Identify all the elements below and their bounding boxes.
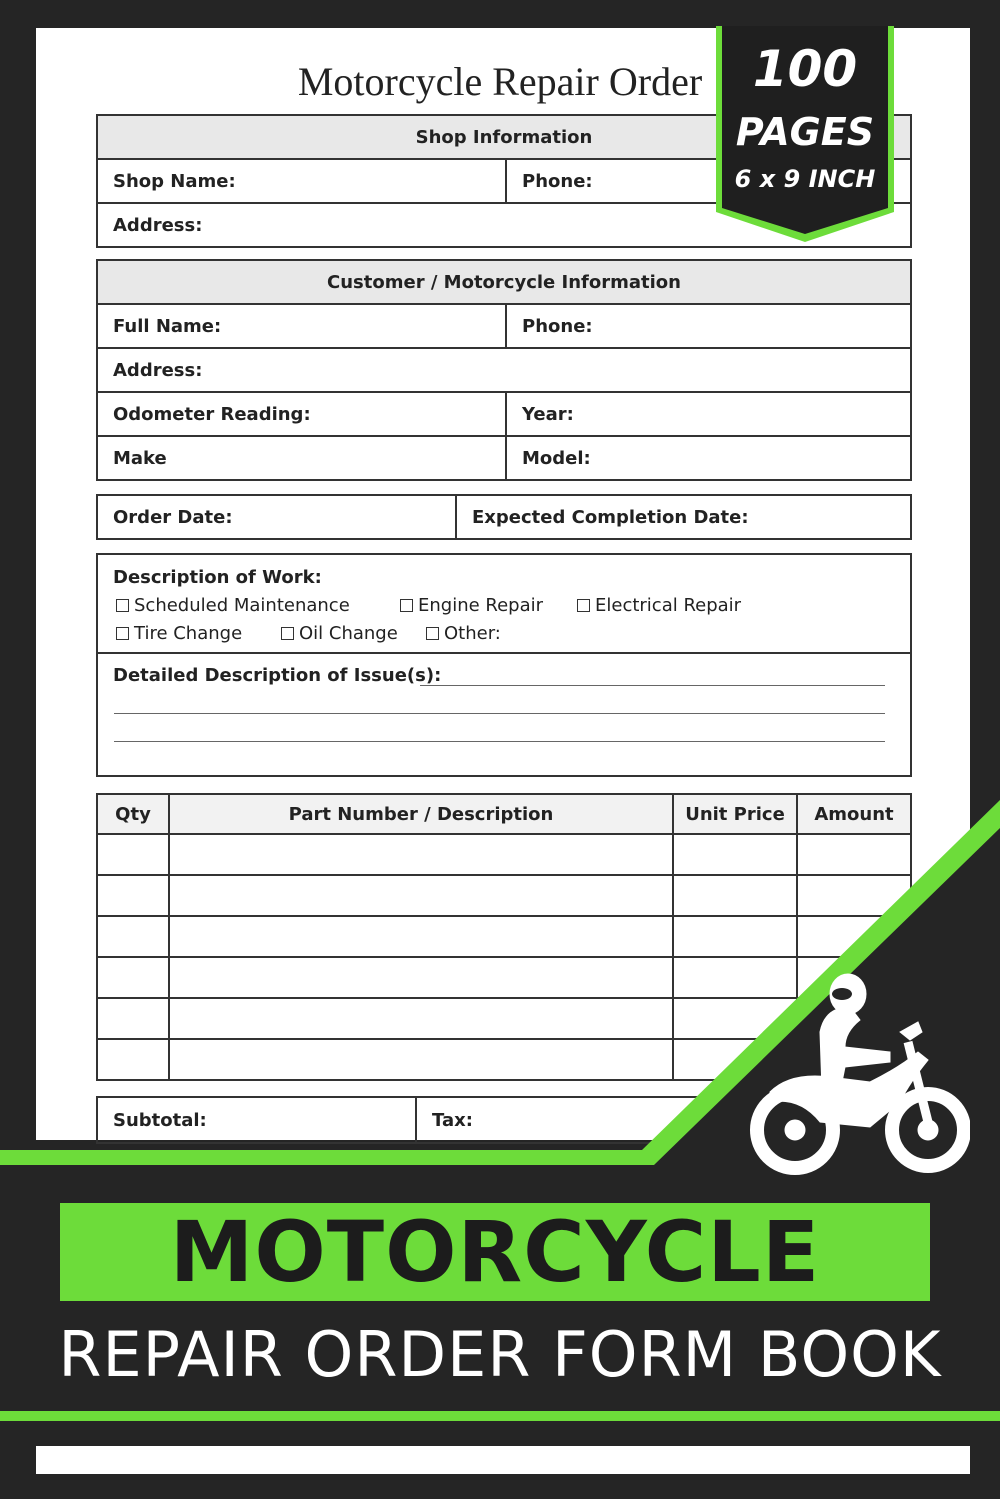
option-oil-change[interactable]: Oil Change xyxy=(281,623,398,644)
bottom-green-stripe xyxy=(0,1411,1000,1421)
customer-phone-field[interactable]: Phone: xyxy=(506,304,911,348)
shop-info-header: Shop Information xyxy=(97,115,911,159)
option-tire-change[interactable]: Tire Change xyxy=(116,623,242,644)
option-engine-repair[interactable]: Engine Repair xyxy=(400,595,543,616)
tax-field[interactable]: Tax: xyxy=(416,1097,911,1143)
badge-size: 6 x 9 INCH xyxy=(734,165,876,193)
option-other[interactable]: Other: xyxy=(426,623,501,644)
shop-address-field[interactable]: Address: xyxy=(97,203,911,247)
detailed-description-label: Detailed Description of Issue(s): xyxy=(113,665,442,686)
amount-column-header: Amount xyxy=(797,794,911,834)
customer-info-header: Customer / Motorcycle Information xyxy=(97,260,911,304)
badge-pages: PAGES xyxy=(735,110,875,154)
make-field[interactable]: Make xyxy=(97,436,506,480)
form-title: Motorcycle Repair Order xyxy=(297,59,703,104)
option-electrical-repair[interactable]: Electrical Repair xyxy=(577,595,741,616)
cover-subtitle: REPAIR ORDER FORM BOOK xyxy=(58,1318,942,1391)
subtotal-field[interactable]: Subtotal: xyxy=(97,1097,416,1143)
model-field[interactable]: Model: xyxy=(506,436,911,480)
odometer-field[interactable]: Odometer Reading: xyxy=(97,392,506,436)
option-scheduled-maintenance[interactable]: Scheduled Maintenance xyxy=(116,595,350,616)
expected-completion-field[interactable]: Expected Completion Date: xyxy=(456,495,911,539)
qty-column-header: Qty xyxy=(97,794,169,834)
motorcycle-rider-icon xyxy=(750,972,970,1190)
unit-price-column-header: Unit Price xyxy=(673,794,797,834)
full-name-field[interactable]: Full Name: xyxy=(97,304,506,348)
shop-name-field[interactable]: Shop Name: xyxy=(97,159,506,203)
description-of-work-label: Description of Work: xyxy=(113,567,322,588)
cover-title: MOTORCYCLE xyxy=(60,1203,930,1301)
year-field[interactable]: Year: xyxy=(506,392,911,436)
shop-phone-field[interactable]: Phone: xyxy=(506,159,911,203)
customer-address-field[interactable]: Address: xyxy=(97,348,911,392)
order-date-field[interactable]: Order Date: xyxy=(97,495,456,539)
part-description-column-header: Part Number / Description xyxy=(169,794,673,834)
badge-count: 100 xyxy=(752,40,858,98)
bottom-white-strip xyxy=(36,1446,970,1474)
